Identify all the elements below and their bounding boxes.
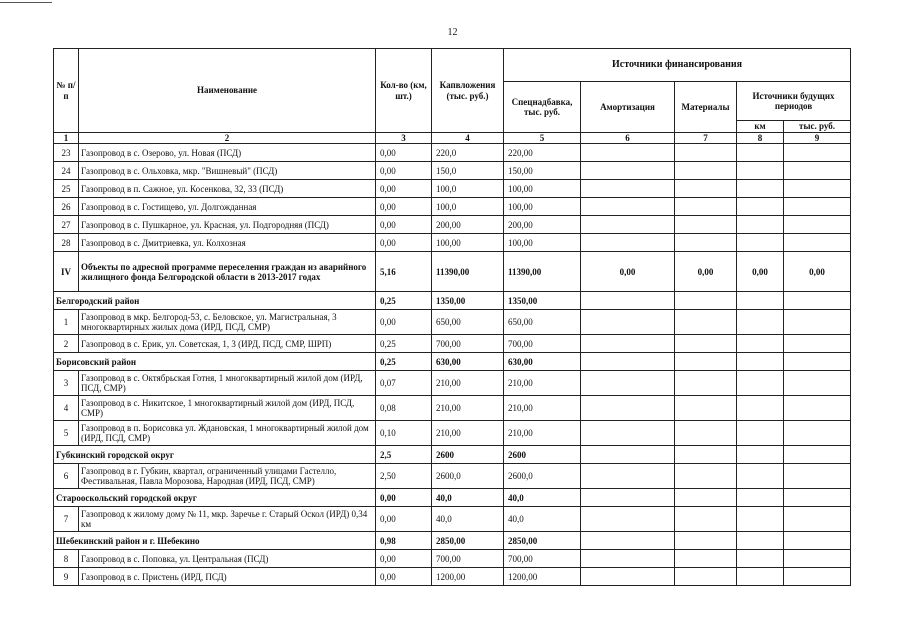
region-name: Старооскольский городской округ <box>54 489 376 507</box>
section-row <box>54 252 851 292</box>
future-thousand-rub-cell <box>784 144 851 162</box>
row-number: 1 <box>54 310 79 335</box>
future-km-cell <box>737 310 784 335</box>
region-row <box>54 446 851 464</box>
amortization-cell <box>581 162 675 180</box>
row-number: 24 <box>54 162 79 180</box>
column-index-cell: 6 <box>581 133 675 144</box>
qty-cell: 0,25 <box>376 292 432 310</box>
column-index-cell: 4 <box>432 133 504 144</box>
future-thousand-rub-cell <box>784 464 851 489</box>
region-row <box>54 353 851 371</box>
capex-cell: 40,0 <box>432 489 504 507</box>
header-name: Наименование <box>79 49 376 133</box>
empty-cell <box>581 292 675 310</box>
qty-cell: 0,25 <box>376 335 432 353</box>
future-thousand-rub-cell <box>784 507 851 532</box>
surcharge-cell: 100,00 <box>504 180 581 198</box>
surcharge-cell: 210,00 <box>504 371 581 396</box>
header-capex: Капвложения (тыс. руб.) <box>432 49 504 133</box>
amortization-cell <box>581 335 675 353</box>
surcharge-cell: 2850,00 <box>504 532 581 550</box>
materials-cell <box>675 216 737 234</box>
capex-cell: 210,00 <box>432 396 504 421</box>
empty-cell <box>784 292 851 310</box>
future-thousand-rub-cell: 0,00 <box>784 252 851 292</box>
capex-cell: 100,0 <box>432 180 504 198</box>
materials-cell <box>675 550 737 568</box>
item-name: Газопровод в с. Поповка, ул. Центральная (ПСД) <box>79 550 376 568</box>
table-row <box>54 371 851 396</box>
materials-cell <box>675 234 737 252</box>
table-row <box>54 234 851 252</box>
row-number: 27 <box>54 216 79 234</box>
header-no: № п/п <box>54 49 79 133</box>
header-thousand-rub: тыс. руб. <box>784 121 851 133</box>
empty-cell <box>737 292 784 310</box>
capex-cell: 100,00 <box>432 234 504 252</box>
amortization-cell <box>581 464 675 489</box>
materials-cell <box>675 144 737 162</box>
header-materials: Материалы <box>675 82 737 133</box>
row-number: 8 <box>54 550 79 568</box>
header-amortization: Амортизация <box>581 82 675 133</box>
row-number: 5 <box>54 421 79 446</box>
materials-cell: 0,00 <box>675 252 737 292</box>
surcharge-cell: 2600 <box>504 446 581 464</box>
empty-cell <box>737 446 784 464</box>
capex-cell: 700,00 <box>432 335 504 353</box>
table-row <box>54 335 851 353</box>
column-index-cell: 8 <box>737 133 784 144</box>
future-thousand-rub-cell <box>784 568 851 586</box>
materials-cell <box>675 371 737 396</box>
table-body <box>54 144 851 586</box>
materials-cell <box>675 568 737 586</box>
future-km-cell <box>737 198 784 216</box>
future-km-cell <box>737 180 784 198</box>
table-row <box>54 550 851 568</box>
surcharge-cell: 100,00 <box>504 234 581 252</box>
future-km-cell <box>737 568 784 586</box>
item-name: Газопровод в с. Ольховка, мкр. "Вишневый" (ПСД) <box>79 162 376 180</box>
future-km-cell <box>737 507 784 532</box>
amortization-cell <box>581 234 675 252</box>
region-name: Шебекинский район и г. Шебекино <box>54 532 376 550</box>
qty-cell: 5,16 <box>376 252 432 292</box>
amortization-cell <box>581 198 675 216</box>
page-number: 12 <box>447 27 458 38</box>
amortization-cell <box>581 310 675 335</box>
table-row <box>54 162 851 180</box>
qty-cell: 0,00 <box>376 507 432 532</box>
qty-cell: 0,00 <box>376 162 432 180</box>
table-row <box>54 180 851 198</box>
amortization-cell <box>581 371 675 396</box>
table-row <box>54 198 851 216</box>
qty-cell: 2,5 <box>376 446 432 464</box>
item-name: Газопровод в с. Пушкарное, ул. Красная, ул. Подгородняя (ПСД) <box>79 216 376 234</box>
item-name: Газопровод в г. Губкин, квартал, ограниченный улицами Гастелло, Фестивальная, Павла Морозова, Народная (ИРД, ПСД, СМР) <box>79 464 376 489</box>
surcharge-cell: 210,00 <box>504 396 581 421</box>
amortization-cell <box>581 396 675 421</box>
item-name: Газопровод в п. Борисовка ул. Ждановская, 1 многоквартирный жилой дом (ИРД, ПСД, СМР) <box>79 421 376 446</box>
surcharge-cell: 210,00 <box>504 421 581 446</box>
surcharge-cell: 700,00 <box>504 335 581 353</box>
future-km-cell <box>737 234 784 252</box>
region-name: Борисовский район <box>54 353 376 371</box>
table-row <box>54 464 851 489</box>
table-row <box>54 421 851 446</box>
qty-cell: 0,00 <box>376 234 432 252</box>
future-thousand-rub-cell <box>784 310 851 335</box>
capex-cell: 1200,00 <box>432 568 504 586</box>
future-km-cell <box>737 162 784 180</box>
table-row <box>54 216 851 234</box>
item-name: Газопровод в с. Гостищево, ул. Долгожданная <box>79 198 376 216</box>
item-name: Газопровод в с. Пристень (ИРД, ПСД) <box>79 568 376 586</box>
future-km-cell <box>737 550 784 568</box>
amortization-cell <box>581 180 675 198</box>
empty-cell <box>675 489 737 507</box>
empty-cell <box>737 532 784 550</box>
empty-cell <box>581 489 675 507</box>
empty-cell <box>581 532 675 550</box>
capex-cell: 2600,0 <box>432 464 504 489</box>
row-number: 6 <box>54 464 79 489</box>
row-number: 28 <box>54 234 79 252</box>
capex-cell: 40,0 <box>432 507 504 532</box>
materials-cell <box>675 198 737 216</box>
amortization-cell <box>581 568 675 586</box>
capex-cell: 200,00 <box>432 216 504 234</box>
qty-cell: 0,07 <box>376 371 432 396</box>
column-index-row <box>54 133 851 144</box>
future-km-cell <box>737 335 784 353</box>
row-number: 4 <box>54 396 79 421</box>
materials-cell <box>675 180 737 198</box>
surcharge-cell: 630,00 <box>504 353 581 371</box>
empty-cell <box>737 489 784 507</box>
region-row <box>54 532 851 550</box>
region-row <box>54 489 851 507</box>
amortization-cell <box>581 507 675 532</box>
amortization-cell <box>581 421 675 446</box>
amortization-cell <box>581 144 675 162</box>
amortization-cell <box>581 216 675 234</box>
item-name: Газопровод к жилому дому № 11, мкр. Заречье г. Старый Оскол (ИРД) 0,34 км <box>79 507 376 532</box>
qty-cell: 0,00 <box>376 489 432 507</box>
surcharge-cell: 220,00 <box>504 144 581 162</box>
empty-cell <box>675 292 737 310</box>
empty-cell <box>784 353 851 371</box>
capex-cell: 650,00 <box>432 310 504 335</box>
future-km-cell <box>737 144 784 162</box>
future-thousand-rub-cell <box>784 335 851 353</box>
table-row <box>54 144 851 162</box>
materials-cell <box>675 421 737 446</box>
future-km-cell <box>737 421 784 446</box>
future-thousand-rub-cell <box>784 421 851 446</box>
qty-cell: 0,25 <box>376 353 432 371</box>
materials-cell <box>675 396 737 421</box>
future-km-cell <box>737 396 784 421</box>
qty-cell: 0,10 <box>376 421 432 446</box>
header-sources: Источники финансирования <box>504 49 851 82</box>
top-rule <box>0 2 52 3</box>
row-number: 2 <box>54 335 79 353</box>
future-km-cell <box>737 371 784 396</box>
future-thousand-rub-cell <box>784 371 851 396</box>
item-name: Газопровод в п. Сажное, ул. Косенкова, 32, 33 (ПСД) <box>79 180 376 198</box>
empty-cell <box>581 353 675 371</box>
empty-cell <box>737 353 784 371</box>
table-row <box>54 507 851 532</box>
row-number: 9 <box>54 568 79 586</box>
surcharge-cell: 1200,00 <box>504 568 581 586</box>
capex-cell: 700,00 <box>432 550 504 568</box>
future-thousand-rub-cell <box>784 234 851 252</box>
item-name: Газопровод в с. Дмитриевка, ул. Колхозная <box>79 234 376 252</box>
surcharge-cell: 150,00 <box>504 162 581 180</box>
item-name: Газопровод в с. Никитское, 1 многоквартирный жилой дом (ИРД, ПСД, СМР) <box>79 396 376 421</box>
table-row <box>54 310 851 335</box>
qty-cell: 0,00 <box>376 144 432 162</box>
capex-cell: 11390,00 <box>432 252 504 292</box>
surcharge-cell: 200,00 <box>504 216 581 234</box>
empty-cell <box>784 532 851 550</box>
item-name: Газопровод в с. Ерик, ул. Советская, 1, 3 (ИРД, ПСД, СМР, ШРП) <box>79 335 376 353</box>
row-number: 3 <box>54 371 79 396</box>
future-km-cell <box>737 464 784 489</box>
financing-table <box>53 48 851 586</box>
capex-cell: 210,00 <box>432 371 504 396</box>
qty-cell: 0,00 <box>376 550 432 568</box>
capex-cell: 1350,00 <box>432 292 504 310</box>
qty-cell: 0,00 <box>376 310 432 335</box>
materials-cell <box>675 464 737 489</box>
materials-cell <box>675 162 737 180</box>
amortization-cell <box>581 550 675 568</box>
capex-cell: 630,00 <box>432 353 504 371</box>
surcharge-cell: 40,0 <box>504 489 581 507</box>
capex-cell: 150,0 <box>432 162 504 180</box>
row-number: 26 <box>54 198 79 216</box>
future-km-cell <box>737 216 784 234</box>
empty-cell <box>675 353 737 371</box>
column-index-cell: 2 <box>79 133 376 144</box>
qty-cell: 0,00 <box>376 180 432 198</box>
table-row <box>54 396 851 421</box>
header-surcharge: Спецнадбавка, тыс. руб. <box>504 82 581 133</box>
surcharge-cell: 1350,00 <box>504 292 581 310</box>
future-km-cell: 0,00 <box>737 252 784 292</box>
empty-cell <box>675 532 737 550</box>
surcharge-cell: 11390,00 <box>504 252 581 292</box>
region-name: Белгородский район <box>54 292 376 310</box>
column-index-cell: 5 <box>504 133 581 144</box>
qty-cell: 0,08 <box>376 396 432 421</box>
materials-cell <box>675 335 737 353</box>
row-number: 23 <box>54 144 79 162</box>
materials-cell <box>675 507 737 532</box>
empty-cell <box>784 489 851 507</box>
row-number: 7 <box>54 507 79 532</box>
column-index-cell: 7 <box>675 133 737 144</box>
empty-cell <box>581 446 675 464</box>
item-name: Газопровод в с. Октябрьская Готня, 1 многоквартирный жилой дом (ИРД, ПСД, СМР) <box>79 371 376 396</box>
header-km: км <box>737 121 784 133</box>
amortization-cell: 0,00 <box>581 252 675 292</box>
item-name: Газопровод в мкр. Белгород-53, с. Беловское, ул. Магистральная, 3 многоквартирных жилых дома (ИРД, ПСД, СМР) <box>79 310 376 335</box>
qty-cell: 0,00 <box>376 568 432 586</box>
row-number: 25 <box>54 180 79 198</box>
column-index-cell: 9 <box>784 133 851 144</box>
capex-cell: 100,0 <box>432 198 504 216</box>
table-row <box>54 568 851 586</box>
future-thousand-rub-cell <box>784 396 851 421</box>
future-thousand-rub-cell <box>784 550 851 568</box>
future-thousand-rub-cell <box>784 162 851 180</box>
qty-cell: 0,98 <box>376 532 432 550</box>
header-future-periods: Источники будущих периодов <box>737 82 851 121</box>
surcharge-cell: 650,00 <box>504 310 581 335</box>
future-thousand-rub-cell <box>784 180 851 198</box>
row-number: IV <box>54 252 79 292</box>
materials-cell <box>675 310 737 335</box>
surcharge-cell: 2600,0 <box>504 464 581 489</box>
empty-cell <box>675 446 737 464</box>
column-index-cell: 3 <box>376 133 432 144</box>
surcharge-cell: 40,0 <box>504 507 581 532</box>
capex-cell: 220,0 <box>432 144 504 162</box>
item-name: Объекты по адресной программе переселения граждан из аварийного жилищного фонда Белгородской области в 2013-2017 годах <box>79 252 376 292</box>
qty-cell: 0,00 <box>376 198 432 216</box>
surcharge-cell: 100,00 <box>504 198 581 216</box>
region-name: Губкинский городской округ <box>54 446 376 464</box>
capex-cell: 2600 <box>432 446 504 464</box>
capex-cell: 2850,00 <box>432 532 504 550</box>
item-name: Газопровод в с. Озерово, ул. Новая (ПСД) <box>79 144 376 162</box>
future-thousand-rub-cell <box>784 198 851 216</box>
column-index-cell: 1 <box>54 133 79 144</box>
empty-cell <box>784 446 851 464</box>
qty-cell: 2,50 <box>376 464 432 489</box>
surcharge-cell: 700,00 <box>504 550 581 568</box>
future-thousand-rub-cell <box>784 216 851 234</box>
region-row <box>54 292 851 310</box>
qty-cell: 0,00 <box>376 216 432 234</box>
capex-cell: 210,00 <box>432 421 504 446</box>
header-qty: Кол-во (км, шт.) <box>376 49 432 133</box>
